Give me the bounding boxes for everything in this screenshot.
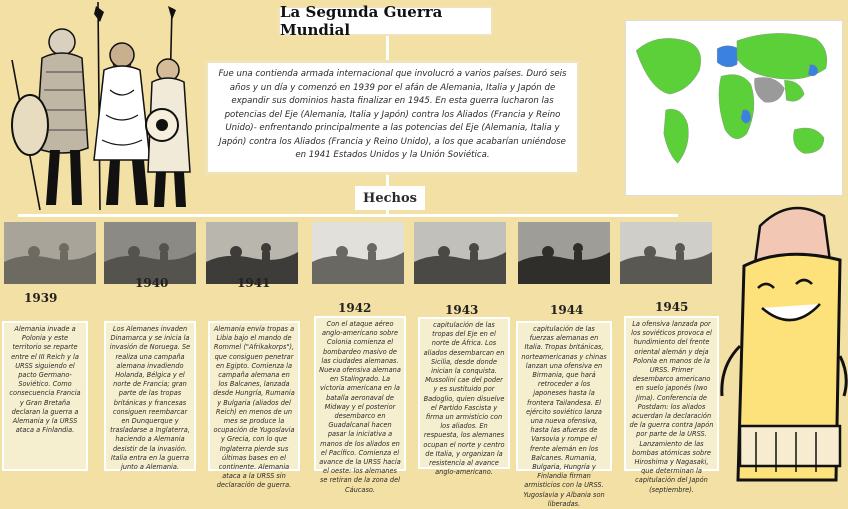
event-description-1942: Con el ataque aéreo anglo-americano sobre Colonia comienza el bombardeo masivo de las ciudades alemanas. Nueva ofensiva alemana en Stalingrado. La victoria americana en la batalla aeronaval de Midway y el posterior desembarco en Guadalcanal hacen pasar la iniciativa a manos de los aliados en el Pacífico. Comienza el avance de la URSS hacia el oeste: los alemanes se retiran de la zona del Cáucaso. [314, 316, 406, 471]
event-photo-1944 [518, 222, 610, 284]
event-description-1944: capitulación de las fuerzas alemanas en Italia. Tropas británicas, norteamericanas y chinas lanzan una ofensiva en Birmania, que hará retroceder a los japoneses hasta la frontera Tailandesa. El ejército soviético lanza una nueva ofensiva, hasta las afueras de Varsovia y rompe el frente alemán en los Balcanes. Rumania, Bulgaria, Hungría y Finlandia firman armisticios con la URSS. Yugoslavia y Albania son liberadas. [516, 321, 612, 471]
page-title [278, 3, 493, 39]
event-photo-1941 [206, 222, 298, 284]
event-year-1944: 1944 [550, 303, 584, 317]
event-description-1945: La ofensiva lanzada por los soviéticos provoca el hundimiento del frente oriental alemán y deja Polonia en manos de la URSS. Primer desembarco americano en suelo japonés (Iwo Jima). Conferencia de Postdam: los aliados acuerdan la declaración de la guerra contra Japón por parte de la URSS. Lanzamiento de las bombas atómicas sobre Hiroshima y Nagasaki, que determinan la capitulación del Japón (septiembre). [624, 316, 719, 471]
intro-paragraph: Fue una contienda armada internacional que involucró a varios países. Duró seis años y un día y comenzó en 1939 por el afán de Alemania, Italia y Japón de expandir sus dominios hasta finalizar en 1945. En esta guerra lucharon las potencias del Eje (Alemania, Italia y Japón) contra los Aliados (Francia y Reino Unido)- enfrentando principalmente a las potencias del Eje (Alemania, Italia y Japón) contra los Aliados (Francia y Reino Unido), a los que acabarían uniéndose en 1941 Estados Unidos y la Unión Soviética. [205, 60, 580, 175]
event-photo-1939 [4, 222, 96, 284]
page-title-text: La Segunda Guerra Mundial [280, 3, 443, 39]
connector-line [386, 175, 389, 186]
event-year-1941: 1941 [237, 276, 271, 290]
section-label: Hechos [355, 186, 425, 210]
event-photo-1943 [414, 222, 506, 284]
event-year-1943: 1943 [445, 303, 479, 317]
event-description-1940: Los Alemanes invaden Dinamarca y se inicia la invasión de Noruega. Se realiza una campaña alemana invadiendo Holanda, Bélgica y el norte de Francia; gran parte de las tropas británicas y francesas consiguen reembarcar en Dunquerque y trasladarse a Inglaterra, haciendo a Alemania desistir de la invasión. Italia entra en la guerra junto a Alemania. [104, 321, 196, 471]
world-map [625, 20, 843, 196]
event-photo-1945 [620, 222, 712, 284]
event-year-1939: 1939 [24, 291, 58, 305]
event-photo-1942 [312, 222, 404, 284]
event-description-1939: Alemania invade a Polonia y este territorio se reparte entre el III Reich y la URSS siguiendo el pacto Germano-Soviético. Como consecuencia Francia y Gran Bretaña declaran la guerra a Alemania y la URSS ataca a Finlandia. [2, 321, 88, 471]
connector-line [386, 36, 389, 60]
pencil-cartoon [700, 196, 848, 477]
event-description-1943: capitulación de las tropas del Eje en el norte de África. Los aliados desembarcan en Sicilia, desde donde inician la conquista. Mussolini cae del poder y es sustituido por Badoglio, quien disuelve el Partido Fascista y firma un armisticio con los aliados. En respuesta, los alemanes ocupan el norte y centro de Italia, y organizan la resistencia al avance anglo-americano. [418, 317, 510, 469]
event-photo-1940 [104, 222, 196, 284]
event-description-1941: Alemania envía tropas a Libia bajo el mando de Rommel ("Afrikakorps"), que consiguen penetrar en Egipto. Comienza la campaña alemana en los Balcanes, lanzada desde Hungría, Rumania y Bulgaria (aliados del Reich) en menos de un mes se produce la ocupación de Yugoslavia y Grecia, con lo que Inglaterra pierde sus últimas bases en el continente. Alemania ataca a la URSS sin declaración de guerra. [208, 321, 300, 471]
event-year-1942: 1942 [338, 301, 372, 315]
timeline-bar [18, 214, 678, 217]
medieval-warriors-illustration [0, 0, 200, 215]
event-year-1945: 1945 [655, 300, 689, 314]
event-year-1940: 1940 [135, 276, 169, 290]
